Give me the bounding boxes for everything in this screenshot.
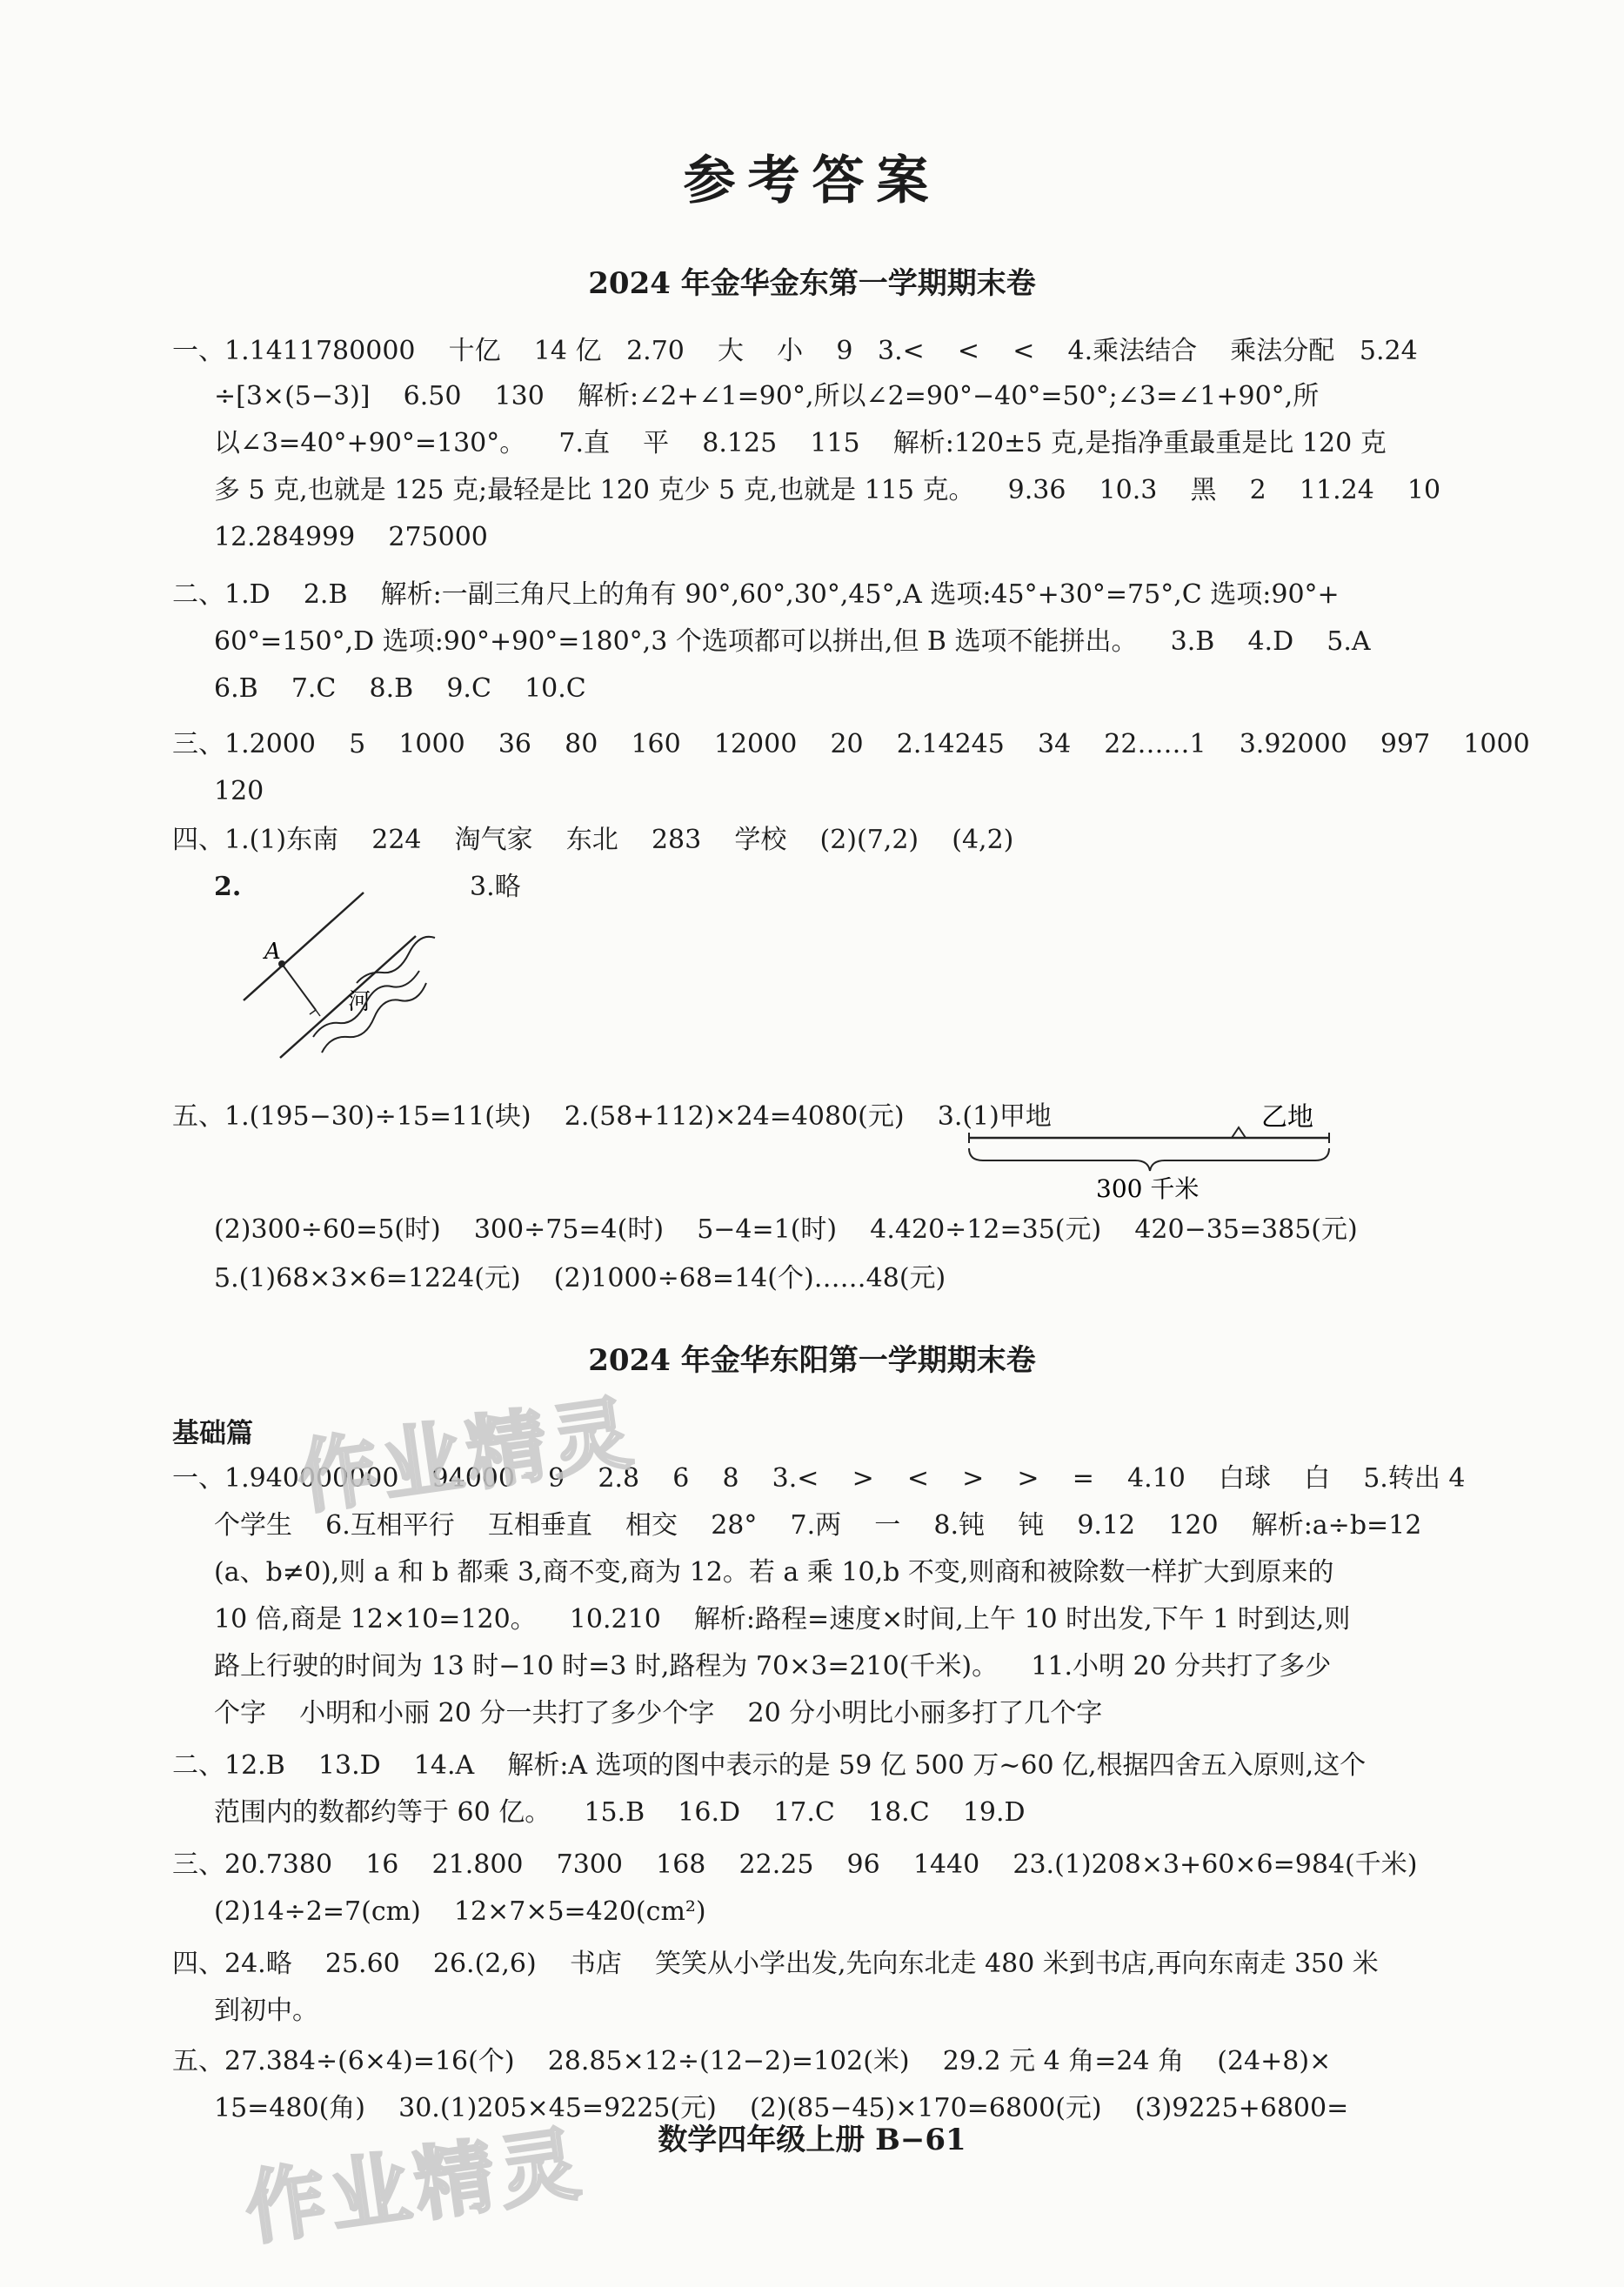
exam1-line: 120 xyxy=(214,776,264,806)
exam2-line: (a、b≠0),则 a 和 b 都乘 3,商不变,商为 12。若 a 乘 10,b 不变,则商和被除数一样扩大到原来的 xyxy=(214,1557,1334,1588)
exam2-line: 五、27.384÷(6×4)=16(个) 28.85×12÷(12−2)=102(米) 29.2 元 4 角=24 角 (24+8)× xyxy=(172,2046,1332,2076)
watermark: 作业精灵 xyxy=(291,1386,643,1526)
segment-distance-label: 300 千米 xyxy=(1096,1174,1200,1203)
exam1-line: 以∠3=40°+90°=130°。 7.直 平 8.125 115 解析:120±5 克,是指净重最重是比 120 克 xyxy=(214,428,1387,458)
page-title: 参考答案 xyxy=(683,150,941,211)
exam1-title: 2024 年金华金东第一学期期末卷 xyxy=(588,266,1036,301)
exam2-line: 一、1.940000000 94000 9 2.8 6 8 3.< > < > > = 4.10 白球 白 5.转出 4 xyxy=(172,1463,1466,1494)
wave-line xyxy=(322,983,426,1053)
exam2-line: 个学生 6.互相平行 互相垂直 相交 28° 7.两 一 8.钝 钝 9.12 120 解析:a÷b=12 xyxy=(214,1510,1422,1541)
exam1-line: 二、1.D 2.B 解析:一副三角尺上的角有 90°,60°,30°,45°,A 选项:45°+30°=75°,C 选项:90°+ xyxy=(172,579,1340,610)
exam2-line: 个字 小明和小丽 20 分一共打了多少个字 20 分小明比小丽多打了几个字 xyxy=(214,1698,1103,1729)
right-angle-mark xyxy=(310,1010,320,1016)
watermark: 作业精灵 xyxy=(239,2116,591,2257)
exam2-line: (2)14÷2=7(cm) 12×7×5=420(cm²) xyxy=(214,1896,706,1927)
river-label: 河 xyxy=(348,989,371,1015)
bank-line-left xyxy=(244,893,364,1000)
distance-diagram xyxy=(966,1100,1366,1204)
exam2-title: 2024 年金华东阳第一学期期末卷 xyxy=(588,1343,1036,1378)
wave-line xyxy=(357,937,435,983)
exam1-line: 6.B 7.C 8.B 9.C 10.C xyxy=(214,673,586,704)
exam1-line: ÷[3×(5−3)] 6.50 130 解析:∠2+∠1=90°,所以∠2=90°−40°=50°;∠3=∠1+90°,所 xyxy=(214,381,1320,411)
exam1-line: 多 5 克,也就是 125 克;最轻是比 120 克少 5 克,也就是 115 克。 9.36 10.3 黑 2 11.24 10 xyxy=(214,475,1441,505)
page-footer: 数学四年级上册 B−61 xyxy=(658,2123,966,2157)
exam1-line: (2)300÷60=5(时) 300÷75=4(时) 5−4=1(时) 4.420÷12=35(元) 420−35=385(元) xyxy=(214,1214,1358,1245)
section-label: 基础篇 xyxy=(172,1418,253,1449)
exam1-line: 四、1.(1)东南 224 淘气家 东北 283 学校 (2)(7,2) (4,2) xyxy=(172,825,1014,855)
point-a-label: A xyxy=(264,939,281,965)
exam2-line: 路上行驶的时间为 13 时−10 时=3 时,路程为 70×3=210(千米)。 11.小明 20 分共打了多少 xyxy=(214,1651,1332,1682)
q3-label: 3.略 xyxy=(470,872,521,902)
exam2-line: 三、20.7380 16 21.800 7300 168 22.25 96 1440 23.(1)208×3+60×6=984(千米) xyxy=(172,1849,1418,1880)
exam1-line: 5.(1)68×3×6=1224(元) (2)1000÷68=14(个)……48(元) xyxy=(214,1263,946,1294)
exam2-line: 四、24.略 25.60 26.(2,6) 书店 笑笑从小学出发,先向东北走 480 米到书店,再向东南走 350 米 xyxy=(172,1949,1379,1979)
exam1-line: 12.284999 275000 xyxy=(214,522,488,552)
perpendicular-line xyxy=(282,964,316,1010)
exam2-line: 10 倍,商是 12×10=120。 10.210 解析:路程=速度×时间,上午 10 时出发,下午 1 时到达,则 xyxy=(214,1604,1351,1635)
exam1-line: 五、1.(195−30)÷15=11(块) 2.(58+112)×24=4080(元) 3.(1)甲地 xyxy=(172,1101,1052,1132)
brace xyxy=(969,1148,1329,1171)
exam2-line: 二、12.B 13.D 14.A 解析:A 选项的图中表示的是 59 亿 500 万~60 亿,根据四舍五入原则,这个 xyxy=(172,1750,1367,1781)
exam2-line: 到初中。 xyxy=(214,1996,318,2026)
triangle-marker xyxy=(1232,1127,1246,1138)
exam1-line: 60°=150°,D 选项:90°+90°=180°,3 个选项都可以拼出,但 B 选项不能拼出。 3.B 4.D 5.A xyxy=(214,626,1371,657)
q2-label: 2. xyxy=(214,872,242,902)
exam2-line: 范围内的数都约等于 60 亿。 15.B 16.D 17.C 18.C 19.D xyxy=(214,1797,1026,1828)
river-diagram xyxy=(226,887,452,1079)
exam1-line: 一、1.1411780000 十亿 14 亿 2.70 大 小 9 3.< < < 4.乘法结合 乘法分配 5.24 xyxy=(172,336,1418,366)
exam2-line: 15=480(角) 30.(1)205×45=9225(元) (2)(85−45)×170=6800(元) (3)9225+6800= xyxy=(214,2093,1349,2123)
exam1-line: 三、1.2000 5 1000 36 80 160 12000 20 2.14245 34 22……1 3.92000 997 1000 xyxy=(172,729,1530,759)
segment-right-label: 乙地 xyxy=(1261,1102,1313,1133)
